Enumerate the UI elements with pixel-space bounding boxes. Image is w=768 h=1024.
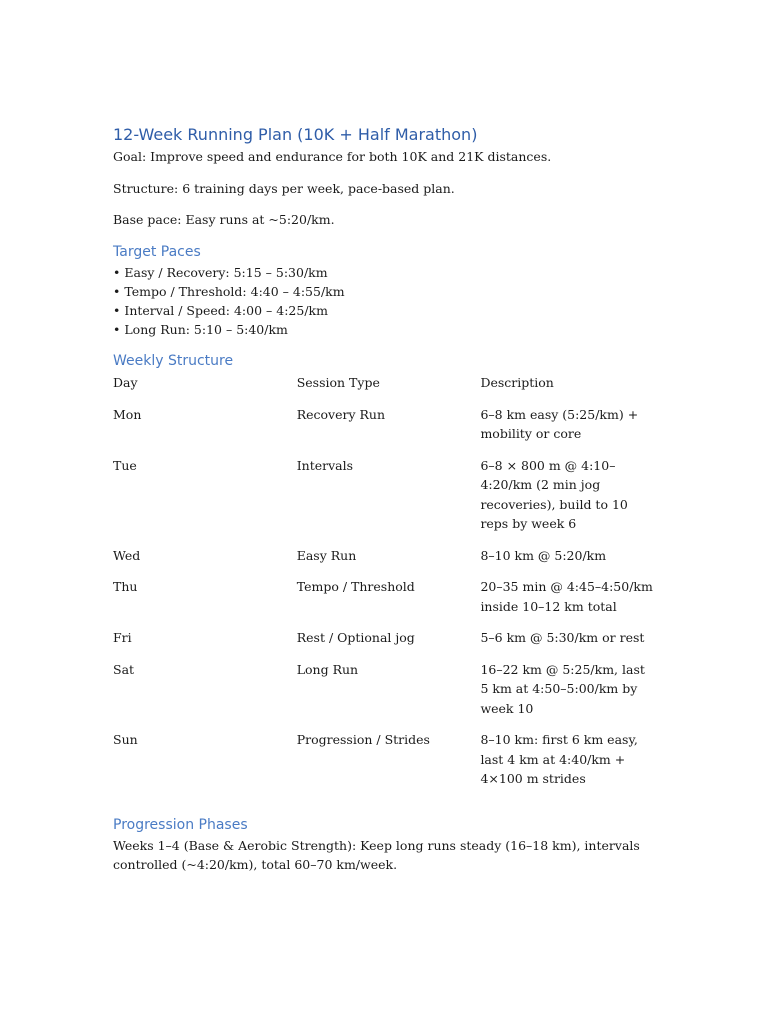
row-description: 5–6 km @ 5:30/km or rest [480,630,645,646]
list-item [113,282,673,301]
column-header-day: Day [113,375,138,391]
row-session-type: Rest / Optional jog [296,630,415,646]
list-item [113,301,673,320]
row-session-type: Tempo / Threshold [296,579,415,595]
table-row [113,456,653,546]
progression-phases-heading: Progression Phases [113,816,248,833]
base-pace-paragraph: Base pace: Easy runs at ~5:20/km. [113,212,335,227]
row-description: 16–22 km @ 5:25/km, last 5 km at 4:50–5:00/km by week 10 [480,661,645,716]
row-day: Fri [113,630,132,646]
table-row [113,730,653,801]
column-header-session-type: Session Type [296,375,380,391]
row-day: Mon [113,406,142,422]
row-session-type: Progression / Strides [296,732,430,748]
row-session-type: Easy Run [296,547,357,563]
pace-long-run: Long Run: 5:10 – 5:40/km [124,322,288,338]
row-description: 6–8 km easy (5:25/km) + mobility or core [480,406,639,442]
row-session-type: Intervals [296,457,354,473]
row-session-type: Long Run [296,661,359,677]
weekly-structure-table [113,373,653,801]
target-paces-list [113,263,673,340]
row-day: Tue [113,457,137,473]
row-day: Thu [113,579,138,595]
row-day: Sun [113,732,138,748]
table-row [113,405,653,456]
target-paces-heading: Target Paces [113,243,201,260]
pace-easy: Easy / Recovery: 5:15 – 5:30/km [124,264,328,280]
table-row [113,660,653,731]
phase-weeks-1-4-paragraph: Weeks 1–4 (Base & Aerobic Strength): Keep long runs steady (16–18 km), intervals controlled (~4:20/km), total 60–70 km/week. [113,837,640,873]
document-page [113,124,673,875]
list-item [113,320,673,339]
structure-paragraph: Structure: 6 training days per week, pace-based plan. [113,180,455,196]
table-row [113,628,653,660]
document-title: 12-Week Running Plan (10K + Half Marathon) [113,125,478,144]
goal-paragraph: Goal: Improve speed and endurance for both 10K and 21K distances. [113,149,552,164]
bullet-icon: • [113,283,121,299]
column-header-description: Description [480,375,554,391]
list-item [113,263,673,282]
bullet-icon: • [113,264,121,280]
pace-tempo: Tempo / Threshold: 4:40 – 4:55/km [124,283,345,299]
table-row [113,577,653,628]
bullet-icon: • [113,322,121,338]
row-description: 8–10 km: first 6 km easy, last 4 km at 4:40/km + 4×100 m strides [480,732,638,787]
row-day: Wed [113,547,141,563]
row-description: 8–10 km @ 5:20/km [480,547,607,563]
pace-interval: Interval / Speed: 4:00 – 4:25/km [124,302,328,318]
row-description: 6–8 × 800 m @ 4:10–4:20/km (2 min jog recoveries), build to 10 reps by week 6 [480,457,628,532]
table-header-row [113,373,653,405]
bullet-icon: • [113,302,121,318]
row-session-type: Recovery Run [296,406,386,422]
row-description: 20–35 min @ 4:45–4:50/km inside 10–12 km total [480,579,653,614]
row-day: Sat [113,661,135,677]
weekly-structure-heading: Weekly Structure [113,353,234,370]
table-row [113,546,653,578]
